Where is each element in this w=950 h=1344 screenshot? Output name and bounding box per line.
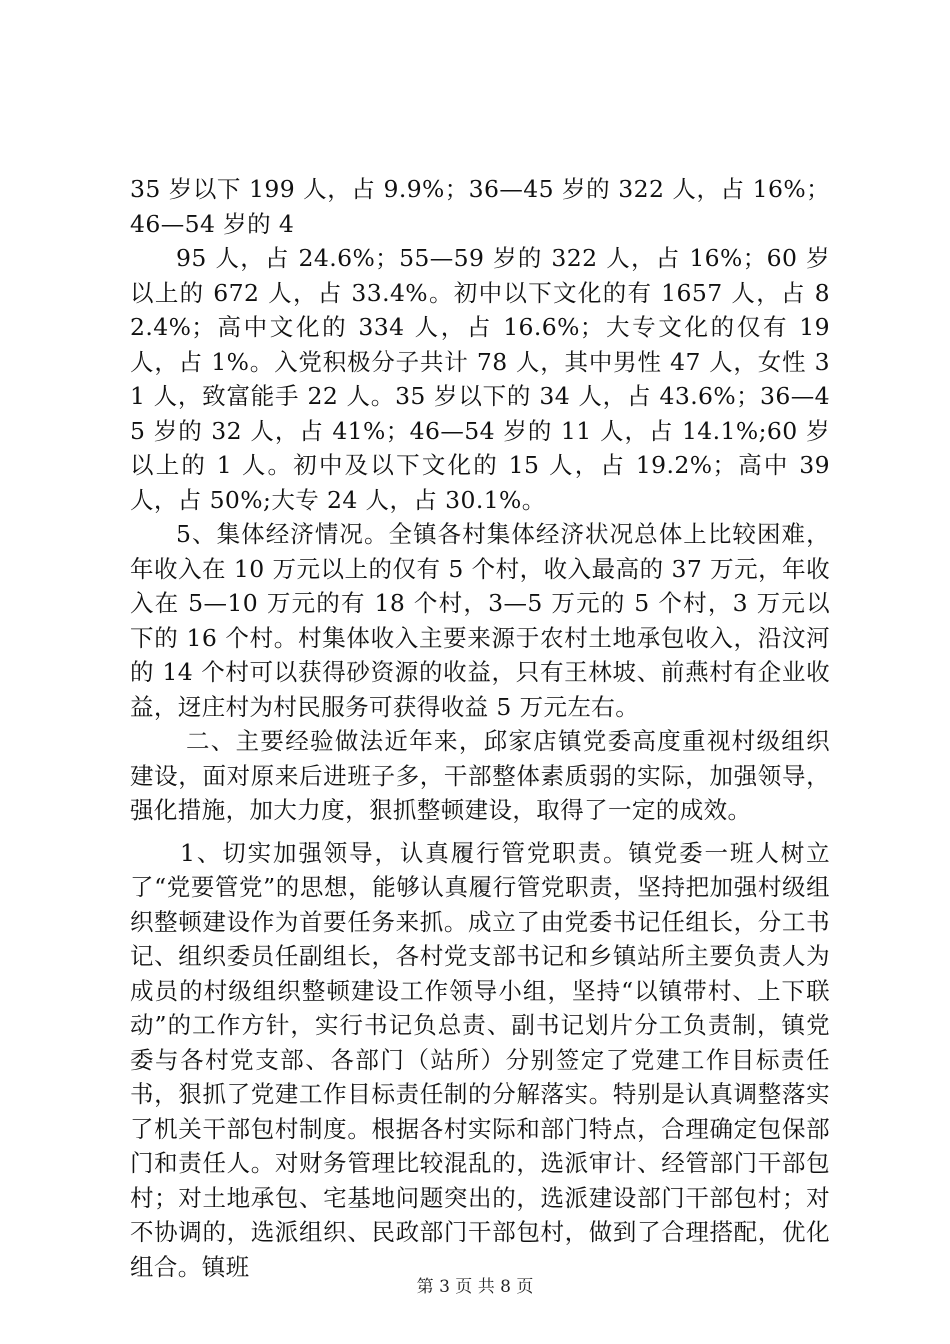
page-number-footer: 第 3 页 共 8 页 xyxy=(416,1277,534,1297)
paragraph-main-experience: 二、主要经验做法近年来，邱家店镇党委高度重视村级组织建设，面对原来后进班子多，干部整体素质弱的实际，加强领导，强化措施，加大力度，狠抓整顿建设，取得了一定的成效。 xyxy=(130,727,830,824)
paragraph-age-stats-start: 35 岁以下 199 人，占 9.9%；36—45 岁的 322 人，占 16%；46—54 岁的 4 xyxy=(130,175,830,238)
paragraph-age-education-stats: 95 人，占 24.6%；55—59 岁的 322 人，占 16%；60 岁以上的 672 人，占 33.4%。初中以下文化的有 1657 人，占 82.4%；高中文化的 334 人，占 16.6%；大专文化的仅有 19 人，占 1%。入党积极分子共计 78 人，其中男性 47 人，女性 31 人，致富能手 22 人。35 岁以下的 34 人，占 43.6%；36—45 岁的 32 人，占 41%；46—54 岁的 11 人，占 14.1%;60 岁以上的 1 人。初中及以下文化的 15 人，占 19.2%；高中 39 人，占 50%;大专 24 人，占 30.1%。 xyxy=(130,244,830,514)
document-body xyxy=(130,172,830,1284)
paragraph-strengthen-leadership: 1、切实加强领导，认真履行管党职责。镇党委一班人树立了“党要管党”的思想，能够认真履行管党职责，坚持把加强村级组织整顿建设作为首要任务来抓。成立了由党委书记任组长，分工书记、组织委员任副组长，各村党支部书记和乡镇站所主要负责人为成员的村级组织整顿建设工作领导小组，坚持“以镇带村、上下联动”的工作方针，实行书记负总责、副书记划片分工负责制，镇党委与各村党支部、各部门（站所）分别签定了党建工作目标责任书，狠抓了党建工作目标责任制的分解落实。特别是认真调整落实了机关干部包村制度。根据各村实际和部门特点，合理确定包保部门和责任人。对财务管理比较混乱的，选派审计、经管部门干部包村；对土地承包、宅基地问题突出的，选派建设部门干部包村；对不协调的，选派组织、民政部门干部包村，做到了合理搭配，优化组合。镇班 xyxy=(130,838,830,1281)
paragraph-collective-economy: 5、集体经济情况。全镇各村集体经济状况总体上比较困难，年收入在 10 万元以上的仅有 5 个村，收入最高的 37 万元，年收入在 5—10 万元的有 18 个村，3—5 万元的 5 个村，3 万元以下的 16 个村。村集体收入主要来源于农村土地承包收入，沿汶河的 14 个村可以获得砂资源的收益，只有王林坡、前燕村有企业收益，迓庄村为村民服务可获得收益 5 万元左右。 xyxy=(130,520,830,721)
